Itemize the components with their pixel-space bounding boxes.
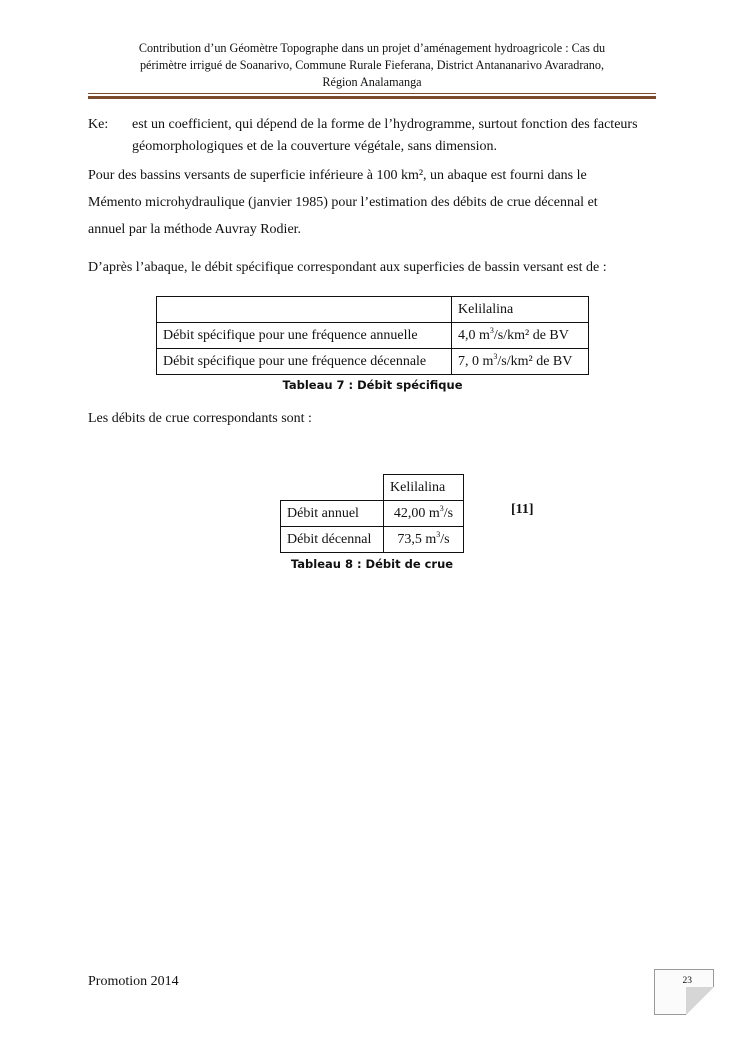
table-row — [281, 527, 464, 553]
table-cell-value: 7, 0 $m^3/s$/km² de BV — [452, 349, 589, 375]
table-corner-cell — [281, 475, 384, 501]
table-row — [157, 323, 589, 349]
table-debit-specifique — [156, 296, 589, 375]
page-header — [88, 40, 656, 91]
table-cell-value: 4,0 $m^3/s$/km² de BV — [452, 323, 589, 349]
header-rule-thin — [88, 93, 656, 94]
table-cell-value: 73,5 $m^3/s$ — [384, 527, 464, 553]
ke-term: Ke: — [88, 117, 109, 132]
table-column-header: Kelilalina — [384, 475, 464, 501]
table-row-label: Débit spécifique pour une fréquence annuelle — [157, 323, 452, 349]
paragraph-abaque — [88, 162, 663, 243]
paragraph-debit-specifique: D’après l’abaque, le débit spécifique correspondant aux superficies de bassin versant est de : — [88, 260, 607, 275]
header-line-3: Région Analamanga — [322, 75, 422, 89]
header-line-2: périmètre irrigué de Soanarivo, Commune Rurale Fieferana, District Antananarivo Avaradrano, — [139, 58, 605, 72]
table-column-header: Kelilalina — [452, 297, 589, 323]
table-cell-value: 42,00 $m^3/s$ — [384, 501, 464, 527]
paragraph-line: Pour des bassins versants de superficie inférieure à 100 km², un abaque est fourni dans le — [88, 168, 587, 183]
table-header-row — [157, 297, 589, 323]
ke-description: est un coefficient, qui dépend de la forme de l’hydrogramme, surtout fonction des facteurs géomorphologiques et de la couverture végétale, sans dimension. — [132, 117, 638, 154]
paragraph-line: annuel par la méthode Auvray Rodier. — [88, 222, 302, 237]
table-row-label: Débit spécifique pour une fréquence décennale — [157, 349, 452, 375]
header-rule-thick — [88, 96, 656, 99]
table-row-label: Débit décennal — [281, 527, 384, 553]
header-line-1: Contribution d’un Géomètre Topographe dans un projet d’aménagement hydroagricole : Cas du — [138, 41, 606, 55]
table-row — [157, 349, 589, 375]
table-row — [281, 501, 464, 527]
reference-citation: [11] — [511, 502, 534, 517]
table-8-caption: Tableau 8 : Débit de crue — [290, 557, 454, 571]
table-row-label: Débit annuel — [281, 501, 384, 527]
table-debit-crue — [280, 474, 464, 553]
page-curl-decoration — [686, 987, 714, 1015]
paragraph-line: Mémento microhydraulique (janvier 1985) pour l’estimation des débits de crue décennal et — [88, 195, 598, 210]
page-number-box — [654, 969, 714, 1015]
table-7-caption: Tableau 7 : Débit spécifique — [282, 378, 463, 392]
footer-promotion: Promotion 2014 — [88, 974, 179, 989]
table-header-row — [281, 475, 464, 501]
paragraph-debits-crue: Les débits de crue correspondants sont : — [88, 411, 312, 426]
page-number: 23 — [682, 976, 692, 986]
table-corner-cell — [157, 297, 452, 323]
